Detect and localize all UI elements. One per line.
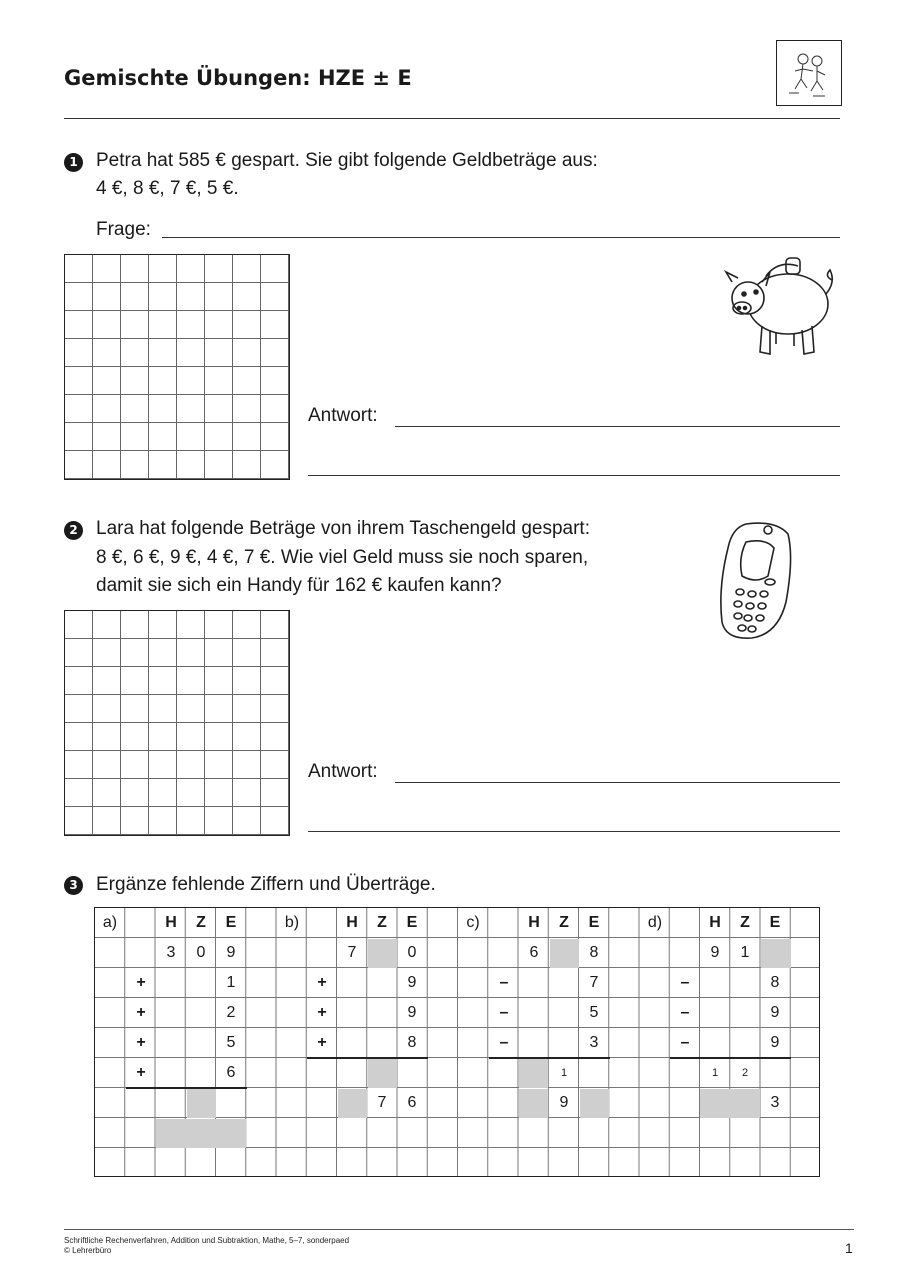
digit-cell[interactable]: 5 xyxy=(226,1034,236,1051)
column-header-e: E xyxy=(588,914,600,931)
answer-write-line-2[interactable] xyxy=(308,831,840,832)
footer-line1: Schriftliche Rechenverfahren, Addition und Subtraktion, Mathe, 5–7, sonderpaed xyxy=(64,1236,350,1245)
shaded-cell xyxy=(550,939,579,968)
shaded-cell xyxy=(519,1089,548,1118)
shaded-cell xyxy=(156,1119,246,1148)
column-header-e: E xyxy=(406,914,418,931)
column-header-h: H xyxy=(528,914,540,931)
task-number-badge: 3 xyxy=(64,876,83,895)
task-number-badge: 2 xyxy=(64,521,83,540)
answer-label: Antwort: xyxy=(308,405,378,426)
column-header-e: E xyxy=(225,914,237,931)
digit-cell[interactable]: 0 xyxy=(407,944,417,961)
digit-cell[interactable]: 6 xyxy=(226,1064,236,1081)
operator-minus: – xyxy=(499,1004,509,1021)
task1-text-line2: 4 €, 8 €, 7 €, 5 €. xyxy=(96,178,239,199)
carry-digit[interactable]: 2 xyxy=(741,1067,749,1079)
shaded-cell xyxy=(700,1089,760,1118)
digit-cell[interactable]: 9 xyxy=(407,1004,417,1021)
operator-plus: + xyxy=(317,1004,327,1021)
column-header-z: Z xyxy=(377,914,387,931)
column-header-h: H xyxy=(165,914,177,931)
carry-digit[interactable]: 1 xyxy=(711,1067,719,1079)
question-write-line[interactable] xyxy=(162,237,840,238)
operator-minus: – xyxy=(499,1034,509,1051)
digit-cell[interactable]: 9 xyxy=(710,944,720,961)
piggy-bank-icon xyxy=(706,252,842,364)
logo-children-icon xyxy=(776,40,842,106)
digit-cell[interactable]: 9 xyxy=(770,1004,780,1021)
carry-digit[interactable]: 1 xyxy=(560,1067,568,1079)
digit-cell[interactable]: 9 xyxy=(559,1094,569,1111)
calculation-grid[interactable] xyxy=(64,610,290,836)
operator-plus: + xyxy=(317,974,327,991)
task1-text-line1: Petra hat 585 € gespart. Sie gibt folgende Geldbeträge aus: xyxy=(96,150,598,171)
operator-plus: + xyxy=(136,1004,146,1021)
answer-write-line[interactable] xyxy=(395,782,840,783)
operator-minus: – xyxy=(680,1004,690,1021)
block-label: a) xyxy=(102,914,118,931)
digit-cell[interactable]: 8 xyxy=(589,944,599,961)
shaded-cell xyxy=(368,939,397,968)
column-header-z: Z xyxy=(559,914,569,931)
shaded-cell xyxy=(368,1059,397,1088)
operator-minus: – xyxy=(680,1034,690,1051)
column-header-h: H xyxy=(709,914,721,931)
answer-write-line-2[interactable] xyxy=(308,475,840,476)
digit-cell[interactable]: 6 xyxy=(529,944,539,961)
digit-cell[interactable]: 6 xyxy=(407,1094,417,1111)
answer-write-line[interactable] xyxy=(395,426,840,427)
task2-text-line2: 8 €, 6 €, 9 €, 4 €, 7 €. Wie viel Geld muss sie noch sparen, xyxy=(96,547,589,568)
shaded-cell xyxy=(580,1089,609,1118)
calculation-grid[interactable] xyxy=(64,254,290,480)
digit-cell[interactable]: 0 xyxy=(196,944,206,961)
mobile-phone-icon xyxy=(716,518,796,644)
block-label: d) xyxy=(647,914,663,931)
footer-divider xyxy=(64,1229,854,1230)
footer-line2: © Lehrerbüro xyxy=(64,1246,112,1255)
task-number-badge: 1 xyxy=(64,153,83,172)
digit-cell[interactable]: 7 xyxy=(377,1094,387,1111)
operator-plus: + xyxy=(136,1064,146,1081)
digit-cell[interactable]: 1 xyxy=(740,944,750,961)
digit-cell[interactable]: 7 xyxy=(347,944,357,961)
column-addition-table[interactable] xyxy=(94,907,820,1177)
operator-minus: – xyxy=(499,974,509,991)
shaded-cell xyxy=(761,939,791,968)
block-label: b) xyxy=(284,914,300,931)
task3-instruction: Ergänze fehlende Ziffern und Überträge. xyxy=(96,874,436,895)
operator-plus: + xyxy=(136,1034,146,1051)
question-label: Frage: xyxy=(96,219,151,240)
column-header-z: Z xyxy=(196,914,206,931)
block-label: c) xyxy=(466,914,480,931)
digit-cell[interactable]: 9 xyxy=(407,974,417,991)
column-header-h: H xyxy=(346,914,358,931)
page-number: 1 xyxy=(845,1240,853,1256)
digit-cell[interactable]: 1 xyxy=(226,974,236,991)
digit-cell[interactable]: 5 xyxy=(589,1004,599,1021)
operator-plus: + xyxy=(317,1034,327,1051)
column-header-z: Z xyxy=(740,914,750,931)
task2-text-line1: Lara hat folgende Beträge von ihrem Taschengeld gespart: xyxy=(96,518,590,539)
digit-cell[interactable]: 2 xyxy=(226,1004,236,1021)
operator-plus: + xyxy=(136,974,146,991)
digit-cell[interactable]: 8 xyxy=(770,974,780,991)
footer-source xyxy=(64,1236,349,1256)
answer-label: Antwort: xyxy=(308,761,378,782)
digit-cell[interactable]: 9 xyxy=(226,944,236,961)
operator-minus: – xyxy=(680,974,690,991)
header-divider xyxy=(64,118,840,119)
digit-cell[interactable]: 9 xyxy=(770,1034,780,1051)
shaded-cell xyxy=(187,1089,216,1118)
digit-cell[interactable]: 7 xyxy=(589,974,599,991)
column-header-e: E xyxy=(769,914,781,931)
digit-cell[interactable]: 8 xyxy=(407,1034,417,1051)
task2-text-line3: damit sie sich ein Handy für 162 € kaufen kann? xyxy=(96,575,502,596)
digit-cell[interactable]: 3 xyxy=(166,944,176,961)
page-title: Gemischte Übungen: HZE ± E xyxy=(64,66,412,90)
digit-cell[interactable]: 3 xyxy=(589,1034,599,1051)
shaded-cell xyxy=(338,1089,367,1118)
shaded-cell xyxy=(519,1059,548,1088)
digit-cell[interactable]: 3 xyxy=(770,1094,780,1111)
